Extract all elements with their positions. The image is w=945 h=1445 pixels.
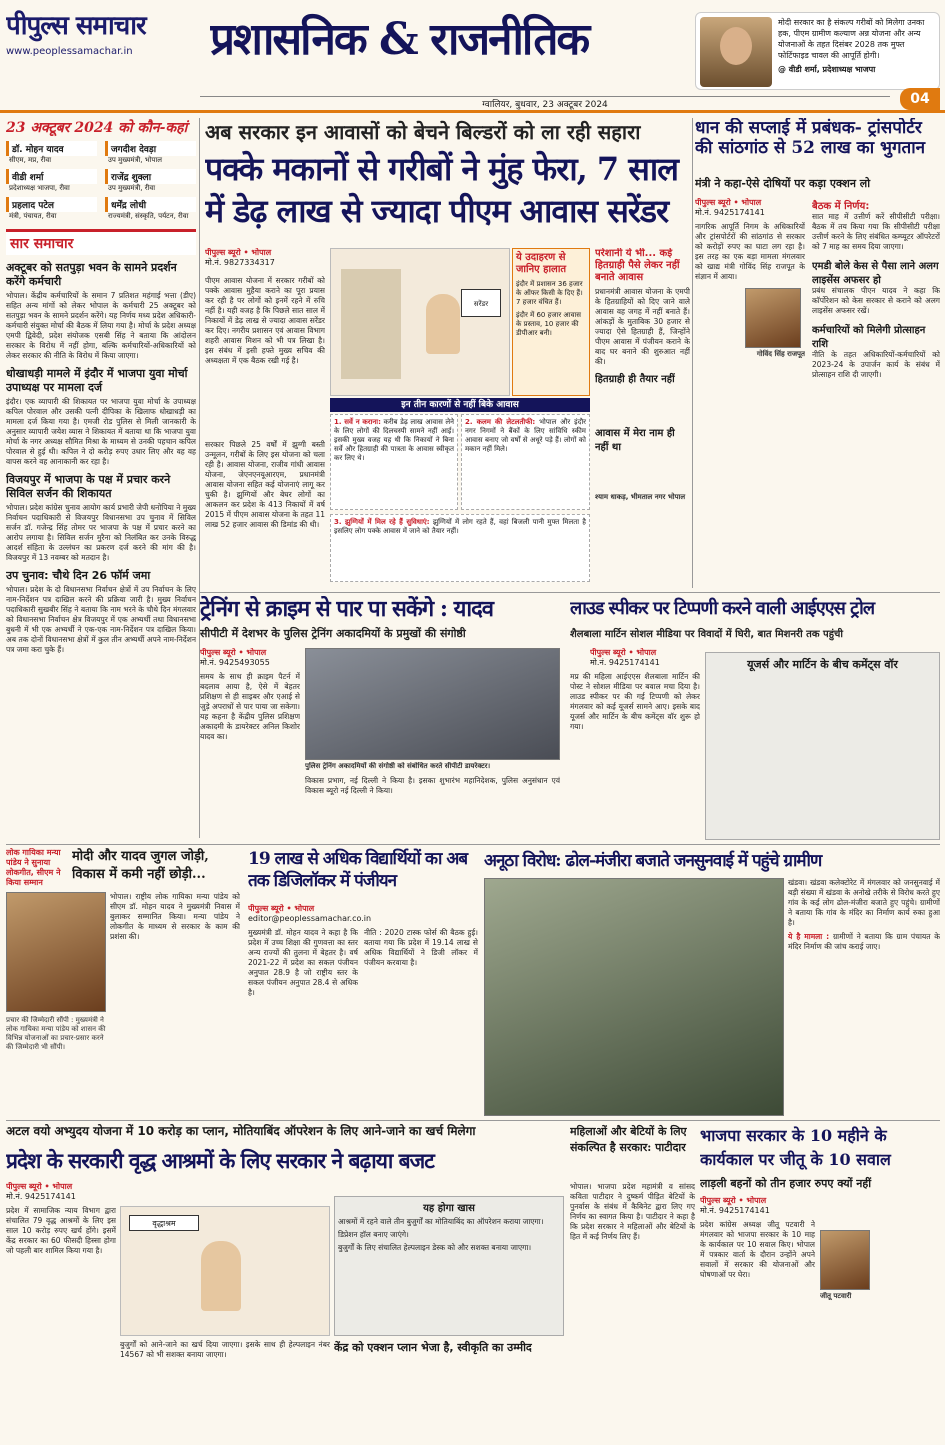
- leader-photo: [700, 17, 772, 87]
- modi-yadav-caption: प्रचार की जिम्मेदारी सौंपी : मुख्यमंत्री ने लोक गायिका मन्या पांडेय को शासन की विभिन्न योजनाओं का प्रचार-प्रसार करने की जिम्मेदारी भी सौंपी।: [6, 1016, 106, 1051]
- jitu-photo-caption: जीतू पटवारी: [820, 1292, 852, 1300]
- row-rule: [6, 1120, 940, 1121]
- oldage-cartoon: [120, 1206, 330, 1336]
- reasons-title: इन तीन कारणों से नहीं बिके आवास: [330, 398, 590, 412]
- training-sub: सीपीटी में देशभर के पुलिस ट्रेनिंग अकादमियों के प्रमुखों की संगोष्ठी: [200, 627, 466, 640]
- elderly-illustration: [201, 1241, 241, 1311]
- lead-kicker: अब सरकार इन आवासों को बेचने बिल्डरों को ला रही सहारा: [205, 120, 641, 144]
- row-rule: [200, 592, 940, 593]
- troll-box: यूजर्स और मार्टिन के बीच कमेंट्स वॉर: [705, 652, 940, 840]
- right-lead-body: पीपुल्स ब्यूरो • भोपाल मो.नं. 9425174141 नागरिक आपूर्ति निगम के अधिकारियों और ट्रांसपोर्टरों की सांठगांठ से सरकार को करोड़ों रुपए का घाटा लग रहा है। इस तरह का एक बड़ा मामला मंगलवार को खाद्य मंत्री गोविंद सिंह राजपूत के संज्ञान में आया। गोविंद सिंह राजपूत: [695, 198, 805, 358]
- right-lead-boxes: बैठक में निर्णय: सात माह में उत्तीर्ण करें सीपीसीटी परीक्षा। बैठक में तय किया गया कि सीपीसीटी परीक्षा उत्तीर्ण करने के लिए संबंधित कम्प्यूटर ऑपरेटरों को 7 माह का समय दिया जाएगा। एमडी बोले केस से पैसा लाने अलग लाइसेंस अफसर हो प्रबंध संचालक पीएन यादव ने कहा कि कॉर्पोरेशन को केस सरकार से कराने को अलग लाइसेंस अफसर रखें। कर्मचारियों को मिलेगी प्रोत्साहन राशि नीति के तहत अधिकारियों-कर्मचारियों को 2023-24 के उपार्जन कार्य के संबंध में प्रोत्साहन राशि दी जाएगी।: [812, 201, 940, 379]
- quote-author: @ वीडी शर्मा, प्रदेशाध्यक्ष भाजपा: [778, 65, 876, 74]
- who-item: धर्मेंद्र लोधी राज्यमंत्री, संस्कृति, पर्यटन, रीवा: [105, 197, 196, 221]
- jitu-byline: पीपुल्स ब्यूरो • भोपाल मो.नं. 9425174141: [700, 1196, 770, 1215]
- lead-byline: पीपुल्स ब्यूरो • भोपाल मो.नं. 9827334317: [205, 248, 275, 267]
- column-rule: [692, 118, 693, 588]
- fact-box: ये उदाहरण से जानिए हालात इंदौर में प्रशासन 36 हजार के ऑफर किसी के दिए हैं। 7 हजार वंचित हैं। इंदौर में 60 हजार आवास के प्रस्ताव, 10 हजार की डीपीआर बनी।: [512, 248, 590, 396]
- digilocker-headline: 19 लाख से अधिक विद्यार्थियों का अब तक डिजिलॉकर में पंजीयन: [248, 849, 468, 891]
- who-item: राजेंद्र शुक्ला उप मुख्यमंत्री, रीवा: [105, 169, 196, 193]
- lead-col-2: सरकार पिछले 25 वर्षों में झुग्गी बस्ती उन्मूलन, गरीबों के लिए इस योजना को चला रही है। आवास योजना, राजीव गांधी आवास योजना, जेएनएनयूआरएम, प्रधानमंत्री आवास योजना सहित कई योजनाएं लागू कर चुकी है। झुग्गियों और बेघर लोगों का आकलन कर प्रदेश के 413 निकायों में वर्ष 2015 में पीएम आवास योजना के तहत 11 लाख 52 हजार आवास की डिमांड की थी।: [205, 440, 325, 529]
- left-column: [6, 118, 196, 838]
- who-where-grid: [6, 141, 196, 221]
- protest-headline: अनूठा विरोध: ढोल-मंजीरा बजाते जनसुनवाई में पहुंचे ग्रामीण: [484, 851, 822, 871]
- right-lead-headline: धान की सप्लाई में प्रबंधक- ट्रांसपोर्टर की सांठगांठ से 52 लाख का भुगतान: [695, 118, 926, 158]
- who-item: प्रहलाद पटेल मंत्री, पंचायत, रीवा: [6, 197, 97, 221]
- jitu-body: प्रदेश कांग्रेस अध्यक्ष जीतू पटवारी ने मंगलवार को भाजपा सरकार के 10 माह के कार्यकाल पर 10 सवाल किए। भोपाल में पत्रकार वार्ता के दौरान उन्होंने अपने सवालों में सरकार की योजनाओं और घोषणाओं पर घेरा।: [700, 1220, 815, 1279]
- date-line: ग्वालियर, बुधवार, 23 अक्टूबर 2024: [200, 96, 890, 110]
- digilocker-body: मुख्यमंत्री डॉ. मोहन यादव ने कहा है कि प्रदेश में उच्च शिक्षा की गुणवत्ता का स्तर अन्य राज्यों की तुलना में बेहतर है। वर्ष 2021-22 में प्रदेश का सकल पंजीयन अनुपात 28.9 है जो राष्ट्रीय स्तर के सकल पंजीयन अनुपात 28.4 से अधिक है।: [248, 928, 358, 997]
- jitu-photo: [820, 1230, 870, 1290]
- digilocker-byline: पीपुल्स ब्यूरो • भोपाल editor@peoplessamachar.co.in: [248, 904, 372, 923]
- lead-headline: पक्के मकानों से गरीबों ने मुंह फेरा, 7 साल में डेढ़ लाख से ज्यादा पीएम आवास सरेंडर: [205, 150, 678, 230]
- training-photo: [305, 648, 560, 760]
- lead-col-1: पीएम आवास योजना में सरकार गरीबों को पक्के आवास मुहैया कराने का पूरा प्रयास कर रही है पर लोगों को इनमें रहने में रुचि नहीं है। यही वजह है कि पिछले सात साल में निकायों में डेढ़ लाख से ज्यादा आवास सरेंडर कर दिए। नगरीय प्रशासन एवं आवास विभाग शहरी आवास मिशन को भी पत्र लिखा है। इस संबंध में इसी हफ्ते मुख्य सचिव की अध्यक्षता में एक बैठक रखी गई है।: [205, 276, 325, 365]
- masthead-logo: [6, 6, 206, 70]
- building-illustration: [341, 269, 401, 379]
- header-rule: [0, 110, 945, 113]
- who-item: जगदीश देवड़ा उप मुख्यमंत्री, भोपाल: [105, 141, 196, 165]
- ashram-sign: वृद्धाश्रम: [129, 1215, 199, 1231]
- jitu-sub: लाड़ली बहनों को तीन हजार रुपए क्यों नहीं: [700, 1177, 872, 1190]
- oldage-body-2: बुजुर्गों को आने-जाने का खर्च दिया जाएगा। इसके साथ ही हेल्पलाइन नंबर 14567 को भी सशक्त बनाया जाएगा।: [120, 1340, 330, 1359]
- saar-header: सार समाचार: [6, 229, 196, 255]
- singer-photo: [6, 892, 106, 1012]
- who-item: डॉ. मोहन यादव सीएम, मप्र, रीवा: [6, 141, 97, 165]
- troll-sub: शैलबाला मार्टिन सोशल मीडिया पर विवादों में घिरी, बात मिशनरी तक पहुंची: [570, 629, 843, 640]
- who-where-title: 23 अक्टूबर 2024 को कौन-कहां: [6, 120, 188, 136]
- training-headline: ट्रेनिंग से क्राइम से पार पा सकेंगे : यादव: [200, 596, 493, 622]
- logo-text: पीपुल्स समाचार: [6, 11, 146, 41]
- women-headline: महिलाओं और बेटियों के लिए संकल्पित है सरकार: पाटीदार: [570, 1125, 687, 1154]
- jitu-headline: भाजपा सरकार के 10 महीने के कार्यकाल पर जीतू के 10 सवाल: [700, 1126, 891, 1169]
- cartoon-paper: सरेंडर: [461, 289, 501, 317]
- oldage-center-head: केंद्र को एक्शन प्लान भेजा है, स्वीकृति का उम्मीद: [334, 1341, 532, 1354]
- troll-byline: पीपुल्स ब्यूरो • भोपाल मो.नं. 9425174141: [590, 648, 660, 667]
- training-body-2: विकास प्रभाग, नई दिल्ली ने किया है। इसका शुभारंभ महानिदेशक, पुलिस अनुसंधान एवं विकास ब्यूरो नई दिल्ली ने किया।: [305, 776, 560, 795]
- lead-cartoon: [330, 248, 510, 396]
- oldage-body: प्रदेश में सामाजिक न्याय विभाग द्वारा संचालित 79 वृद्ध आश्रमों के लिए इस साल 10 करोड़ रुपए खर्च होंगे। इसमें केंद्र सरकार का 60 फीसदी हिस्सा होगा जो पहली बार शामिल किया गया है।: [6, 1206, 116, 1255]
- digilocker-body-2: नीति : 2020 टास्क फोर्स की बैठक हुई। बताया गया कि प्रदेश में 19.14 लाख से अधिक विद्यार्थियों ने डिजी लॉकर में पंजीयन करवाया है।: [364, 928, 478, 967]
- modi-yadav-tag: लोक गायिका मन्या पांडेय ने सुनाया लोकगीत, सीएम ने किया सम्मान: [6, 848, 61, 887]
- quote-text: मोदी सरकार का है संकल्प गरीबों को मिलेगा उनका हक, पीएम ग्रामीण कल्याण अन्न योजना और अन्य योजनाओं के तहत दिसंबर 2028 तक मुफ्त फोर्टिफाइड चावल की आपूर्ति होगी।: [778, 18, 925, 60]
- training-body: समय के साथ ही क्राइम पैटर्न में बदलाव आया है, ऐसे में बेहतर प्रशिक्षण से ही साइबर और एआई से जुड़े अपराधों से पार पाया जा सकेगा। यह कहना है केंद्रीय पुलिस प्रशिक्षण अकादमी के डायरेक्टर अनिल किशोर यादव का।: [200, 672, 300, 741]
- section-title: प्रशासनिक & राजनीतिक: [210, 14, 589, 65]
- brief-item: धोखाधड़ी मामले में इंदौर में भाजपा युवा मोर्चा उपाध्यक्ष पर मामला दर्ज इंदौर। एक व्यापारी की शिकायत पर भाजपा युवा मोर्चा के उपाध्यक्ष कपिल पोरवाल और उसकी पत्नी दीपिका के खिलाफ धोखाधड़ी का मामला दर्ज किया गया है। एमजी रोड पुलिस से मिली जानकारी के अनुसार व्यापारी जयेश व्यास ने शिकायत में बताया था कि भाजपा युवा मोर्चा के नगर अध्यक्ष सौमित मिश्रा के माध्यम से उनकी पहचान कपिल पोरवाल से हुई थी। कपिल ने दो करोड़ रुपए उधार लिए और वह वह वापस करने वह आनाकानी कर रहा है।: [6, 367, 196, 466]
- row-rule: [6, 844, 940, 845]
- quote-box: [695, 12, 940, 90]
- page-number: 04: [900, 88, 940, 110]
- training-byline: पीपुल्स ब्यूरो • भोपाल मो.नं. 9425493055: [200, 648, 270, 667]
- brief-item: उप चुनाव: चौथे दिन 26 फॉर्म जमा भोपाल। प्रदेश के दो विधानसभा निर्वाचन क्षेत्रों में उप निर्वाचन के लिए नाम-निर्देशन पत्र दाखिल करने की प्रक्रिया जारी है। मुख्य निर्वाचन पदाधिकारी सुखबीर सिंह ने बताया कि नाम भरने के चौथे दिन मंगलवार को विधानसभा निर्वाचन क्षेत्र विजयपुर में एक अभ्यर्थी तथा विधानसभा बुधनी में भी एक अभ्यर्थी ने एक-एक नाम-निर्देशन पत्र दाखिल किया। अब तक दोनों विधानसभा क्षेत्रों में कुल तीन अभ्यर्थी अपने नाम-निर्देशन पत्र जमा करा चुके हैं।: [6, 569, 196, 654]
- protest-text: खंडवा। खंडवा कलेक्टोरेट में मंगलवार को जनसुनवाई में बड़ी संख्या में खंडवा के अनोखे तरीके से विरोध करते हुए गांव के कई लोग ढोल-मंजीरा बजाते हुए पहुंचे। ग्रामीणों ने बताया कि गांव के मंदिर का निर्माण कार्य रुका हुआ है। ये है मामला : ग्रामीणों ने बताया कि ग्राम पंचायत के मंदिर निर्माण की जांच कराई जाए।: [788, 878, 940, 951]
- women-body: भोपाल। भाजपा प्रदेश महामंत्री व सांसद कविता पाटीदार ने दुष्कर्म पीड़ित बेटियों के पुनर्वास के संबंध में कैबिनेट द्वारा लिए गए निर्णय का स्वागत किया है। पाटीदार ने कहा है कि प्रदेश सरकार ने महिलाओं और बेटियों के हित में कई निर्णय लिए हैं।: [570, 1182, 695, 1241]
- brief-item: विजयपुर में भाजपा के पक्ष में प्रचार करने सिविल सर्जन की शिकायत भोपाल। प्रदेश कांग्रेस चुनाव आयोग कार्य प्रभारी जेपी धनोपिया ने मुख्य निर्वाचन पदाधिकारी से विजयपुर विधानसभा उप चुनाव में सिविल सर्जन डॉ. गजेन्द्र सिंह तोमर पर भाजपा के पक्ष में प्रचार करने का आरोप लगाया है। सिविल सर्जन मुरैना को निलंबित कर उनके विरुद्ध आदर्श संहिता के उल्लंघन का प्रकरण दर्ज करने की मांग की है। विजयपुर में 13 नवम्बर को मतदान है।: [6, 473, 196, 562]
- reason-1: 1. सर्वे न कराना: करीब डेढ़ लाख आवास लेने के लिए लोगों की दिलचस्पी सामने नहीं आई। इसकी मुख्य वजह यह थी कि निकायों ने बिना सर्वे और हितग्राही की पात्रता के आवास स्वीकृत कर लिए थे।: [330, 414, 458, 510]
- oldage-byline: पीपुल्स ब्यूरो • भोपाल मो.नं. 9425174141: [6, 1182, 76, 1201]
- training-caption: पुलिस ट्रेनिंग अकादमियों की संगोष्ठी को संबोधित करते सीपीटी डायरेक्टर।: [305, 762, 491, 770]
- troll-headline: लाउड स्पीकर पर टिप्पणी करने वाली आईएएस ट्रोल: [570, 598, 875, 619]
- troll-body: मप्र की महिला आईएएस शैलबाला मार्टिन की पोस्ट ने सोशल मीडिया पर बवाल मचा दिया है। लाउड स्पीकर पर की गई टिप्पणी को लेकर मंगलवार को कई यूजर्स सामने आए। इसके बाद यूजर्स और मार्टिन के बीच कमेंट्स वॉर शुरू हो गया।: [570, 672, 700, 731]
- modi-yadav-body: भोपाल। राष्ट्रीय लोक गायिका मन्या पांडेय को सीएम डॉ. मोहन यादव ने मुख्यमंत्री निवास में बुलाकर सम्मानित किया। मन्या पांडेय ने लोकगीत के माध्यम से सरकार के काम की प्रशंसा की।: [110, 892, 240, 941]
- right-lead-sub: मंत्री ने कहा-ऐसे दोषियों पर कड़ा एक्शन लो: [695, 177, 871, 190]
- man-illustration: [426, 294, 460, 354]
- reasons-grid: [330, 414, 590, 584]
- minister-photo: [745, 288, 801, 348]
- oldage-kicker: अटल वयो अभ्युदय योजना में 10 करोड़ का प्लान, मोतियाबिंद ऑपरेशन के लिए आने-जाने का खर्च मिलेगा: [6, 1124, 476, 1138]
- protest-photo: [484, 878, 784, 1116]
- logo-url[interactable]: www.peoplessamachar.in: [6, 46, 133, 57]
- modi-yadav-headline: मोदी और यादव जुगल जोड़ी, विकास में कमी नहीं छोड़ी...: [72, 849, 209, 882]
- oldage-headline: प्रदेश के सरकारी वृद्ध आश्रमों के लिए सरकार ने बढ़ाया बजट: [6, 1148, 434, 1173]
- khaas-box: यह होगा खास आश्रमों में रहने वाले तीन बुजुर्गों का मोतियाबिंद का ऑपरेशन कराया जाएगा। डिप्रेशन हॉल बनाए जाएंगे। बुजुर्गों के लिए संचालित हेल्पलाइन डेस्क को और सशक्त बनाया जाएगा।: [334, 1196, 564, 1336]
- who-item: वीडी शर्मा प्रदेशाध्यक्ष भाजपा, रीवा: [6, 169, 97, 193]
- reason-3: 3. झुग्गियों में मिल रहे हैं सुविधाएं: झुग्गियों में लोग रहते हैं, वहां बिजली पानी मुफ्त मिलता है इसलिए लोग पक्के आवास में जाने को तैयार नहीं।: [330, 514, 590, 582]
- reason-2: 2. कलम की लेटलतीफी: भोपाल और इंदौर नगर निगमों ने बैंकों के लिए सांविधि स्कीम आवास बनाए जो वर्षों से अधूरे पड़े हैं। लोगों को मकान नहीं मिले।: [461, 414, 590, 510]
- sidebar-story: परेशानी ये भी... कई हितग्राही पैसे लेकर नहीं बनाते आवास प्रधानमंत्री आवास योजना के एमपी के हितग्राहियों को दिए जाने वाले आवास वह जगह में नहीं बनाते हैं। आंकड़ों के मुताबिक 30 हजार से ज्यादा ऐसे हितग्राही हैं, जिन्होंने पीएम आवास में पंजीयन कराने के बाद घर बनाने की शुरुआत नहीं की। हितग्राही ही तैयार नहीं आवास में मेरा नाम ही नहीं था श्याम धाकड़, भीमताल नगर भोपाल: [595, 248, 690, 501]
- brief-item: अक्टूबर को सतपुड़ा भवन के सामने प्रदर्शन करेंगे कर्मचारी भोपाल। केंद्रीय कर्मचारियों के समान 7 प्रतिशत महंगाई भत्ता (डीए) सहित अन्य मांगों को लेकर भोपाल के कर्मचारी 25 अक्टूबर को सतपुड़ा भवन के सामने प्रदर्शन करेंगे। यह निर्णय मध्य प्रदेश अधिकारी-कर्मचारी संयुक्त मोर्चा की बैठक में लिया गया है। मोर्चा के प्रदेश अध्यक्ष एमपी द्विवेदी, प्रदेश संयोजक एसबी सिंह ने बताया कि आंदोलन सरकार के विरोध में नहीं होगा, बल्कि कर्मचारियों-अधिकारियों को लेकर सरकार की नीति के विरोध में किया जाएगा।: [6, 261, 196, 360]
